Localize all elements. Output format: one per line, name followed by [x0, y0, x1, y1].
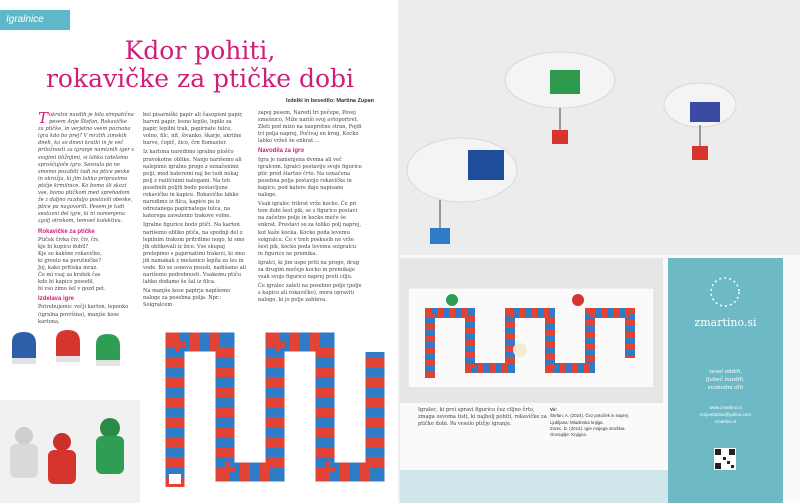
mittens-photo	[0, 328, 140, 398]
column-2	[143, 112, 247, 312]
poem-line: Če mi vsaj za kratek čas	[38, 272, 101, 279]
tagline-line: vesel oddih,	[708, 369, 743, 375]
intro-text: okratni navdih je bila simpatična pesem Anje Štefan, Rokavičke za ptičke, in verjetno vsem poznana igra kdo bo prej? V mrzlih zimskih dneh, ko so dnevi kratki in je več priložnosti za igranje namiznih iger s svojimi bližnjimi, si lahko izdelamo sproščujoče igro. Sesnula pa ne smemo pozabiti tudi na ptice pevke in okrožja, ki jim lahko pripravimo ptičje krmilnice. Ko bomo šli skozi vse, bomo ptičkom med sprehodom že z daljno razdaljo postavili obeske, ptice pa nagovorili. Pesem je tudi sestavni del igre, ki ni namenjena zgolj otrokom, temveč kolektivu.	[38, 112, 134, 225]
source-block	[550, 407, 660, 438]
article-title-line2: rokavičke za ptičke dobi	[45, 64, 355, 93]
source-line: Zorec, D. (2014). Igre mojega otroštva.	[550, 425, 626, 431]
mitten-red	[56, 330, 80, 362]
source-line: Ljubljana: Mladinska knjiga.	[550, 419, 604, 425]
body-paragraph: Na manjše kose papirja napišemo naloge za posebna polja. Npr.: Soigralcem	[143, 288, 231, 309]
mitten-blue	[12, 332, 36, 364]
body-paragraph: Igralne figurice bodo ptiči. Na karton narišemo obliko ptiča, na spodnji del z lepilnim trakom pritrdimo nogo, ki smo jih oblikovali iz žice. Vse skupaj prelepimo s papirnatimi trakovi, ki smo jih namakali z mešanico lepila za les in vode. Ko se osnova posuši, nadišamo ali narišemo podrobnosti. Vsakemu ptiču lahko dodamo še šal iz filca.	[143, 222, 246, 286]
body-paragraph: Igra je namenjena dvema ali več igralcem. Igralci postavijo svoje figurice ptic pred štartno črto. Na označena posebna polja postavijo rokavičke in kapice, pod katere dajo napisane naloge.	[258, 156, 362, 199]
start-arrow-icon	[169, 474, 181, 484]
green-hat-piece	[446, 294, 458, 306]
hats-photo	[0, 400, 140, 503]
poem-line: Ptiček čivka čiv, čiv, čiv,	[38, 236, 100, 243]
sidebar-tagline	[668, 368, 783, 392]
body-paragraph: Vsak igralec trikrat vrže kocko. Če pri tem dobi šest pik, se s figurico postavi na začetno polje in kocko meče še enkrat. Prestavi se za toliko polj naprej, kot kaže kocka. Kocko poda levemu soigralcu. Če v treh poskusih ne vrže šest pik, kocko poda levemu soigralcu in figurice ne premika.	[258, 201, 361, 257]
poem-line: Joj, kako pritiska mraz.	[38, 264, 98, 271]
tagline-line: ljubeč navdih,	[705, 377, 746, 383]
birds-photo	[400, 0, 800, 255]
game-caption: Igralec, ki prvi spravi figurico čez ciljno črto, zmaga osvoma tisti, ki najbolj pohiti, rokavičke za ptičke dobi. Pa veselo ptičje igranje.	[418, 407, 547, 428]
sidebar-logo: zmartino.si	[694, 316, 757, 329]
red-hat-piece	[572, 294, 584, 306]
source-line: Štefan, A. (2024). Čez potoček in naprej.	[550, 413, 630, 419]
materials-heading: Izdelava igre	[38, 296, 75, 303]
column-1	[38, 109, 134, 328]
bottom-band	[400, 470, 668, 503]
sidebar-box	[668, 258, 783, 503]
sidebar-links	[668, 404, 783, 425]
game-photo	[400, 258, 663, 403]
qr-code-icon[interactable]	[714, 448, 736, 470]
poem-line: Kje so kakšne rokavičke,	[38, 250, 102, 257]
wreath-icon	[700, 272, 750, 312]
poem-line: bi vso zimo šel v gozd pet.	[38, 286, 106, 293]
body-paragraph: Iz kartona naredimo igralno ploščo pravokotne oblike. Nanjo narišemo ali nalepimo igralno progo z označenimi polji, med kateremi naj bo tudi nekaj polj z različnimi nalogami. Na teh posebnih poljih bodo postavljene rokavičke in kapice. Rokavičke lahko naredimo iz filca, kapice pa iz odrezanega papirnatega tulca, na katerega zavežemo trakove volne.	[143, 149, 242, 220]
white-hat-piece	[513, 343, 527, 357]
body-paragraph: Igralci, ki jim uspe priti na progo, drug za drugim mečejo kocko in premikajo vsak svojo figurico naprej proti cilju.	[258, 259, 359, 281]
source-line: Grosuplje: Knjigca.	[550, 432, 587, 438]
source-label: Vir:	[550, 407, 558, 412]
poem-line: kje bi kupico dobil?	[38, 243, 89, 250]
poem-line: kdo bi kapico posodil,	[38, 279, 95, 286]
tagline-line: svobodni dih	[707, 385, 744, 391]
article-title-line1: Kdor pohiti,	[124, 36, 276, 65]
poem-line: ki greelo na perutničke?	[38, 257, 101, 264]
body-paragraph: Če igralec zaleti na posebno polje (polje s kapico ali rokavičko), mora opraviti nalogo, ki jo polje zahteva.	[258, 283, 362, 304]
body-paragraph: zapoj pesem, Naredi tri počepe, Povej smešnico, Miže nariši svoj avtoportret, Zleti pod mizo na nasprotno stran, Pojdi tri polja naprej, Počivaj en krog, Kocko lahko vržeš še enkrat ...	[258, 110, 362, 145]
right-page	[400, 0, 800, 503]
instructions-heading: Navodila za igro	[258, 148, 305, 155]
poem-heading: Rokavičke za ptičke	[38, 228, 95, 235]
section-tag: Igralnice	[0, 10, 70, 30]
social-link[interactable]: zmartino.si	[714, 419, 737, 424]
author-credit: Izdelki in besedilo: Martina Zupan	[286, 98, 375, 104]
body-paragraph: bel pisarniški papir ali časopisni papir, barvni papir, lesno lepilo, lepilo za papir, lepilni trak, papirnate tulce, volno, filc, nit, šivanko, škarje, akrilne barve, čopič, žico, črn flomaster.	[143, 112, 243, 147]
intro-paragraph	[38, 109, 134, 226]
drop-cap: T	[38, 109, 49, 127]
game-board-illustration	[145, 312, 400, 503]
column-3	[258, 110, 362, 306]
mitten-green	[96, 334, 120, 366]
hat-green	[96, 418, 124, 474]
email-link[interactable]: mojomartina@yahoo.com	[699, 412, 752, 417]
materials-text: Potrebujemo: večji karton, lepenko (igralna površina), manjše kose kartona,	[38, 304, 129, 325]
website-link[interactable]: www.zmartino.si	[709, 405, 742, 410]
